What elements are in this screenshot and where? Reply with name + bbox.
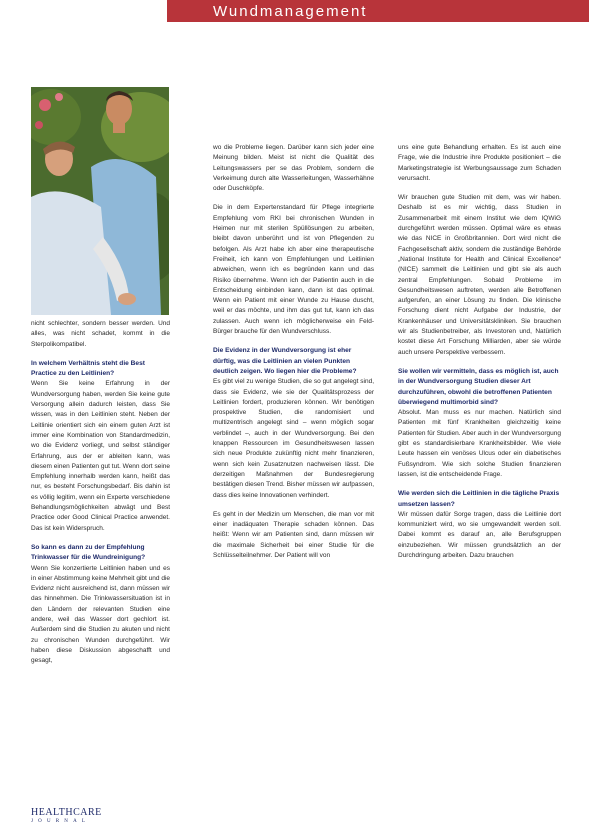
column-left — [31, 319, 170, 676]
question-heading: In welchem Verhältnis steht die Best Practice zu den Leitlinien? — [31, 359, 145, 378]
paragraph: Die in dem Expertenstandard für Pflege integrierte Empfehlung vom RKI bei chronischen Wunden in Heimen nur mit sterilen Spüllösungen zu arbeiten, bleibt davon unberührt und ist von Pflegenden zu befolgen. Als Arzt habe ich aber eine therapeutische Freiheit, ich kann von Empfehlungen und Leitlinien abweichen, wenn ich es begründen kann und das Risiko übernehme. Wenn ich der Patientin auch in die Entscheidung einbinden kann, dann ist das optimal. Wenn ein Patient mit einer Wunde zu Hause duscht, weil er das möchte, und ihm das gut tut, kann ich das zulassen. Auch wenn ich möglicherweise ein Feld-Bürger brauche für den Wundverschluss. — [213, 204, 374, 336]
section-title: Wundmanagement — [213, 2, 368, 20]
paragraph: Absolut. Man muss es nur machen. Natürlich sind Patienten mit fünf Krankheiten gleichzeitig keine Patienten für Studien. Aber auch in der Wundversorgung gibt es standardisierbare Krankheitsbilder. Wie viele Leute hassen ein venöses Ulcus oder ein diabetisches Fußsyndrom. Wie sich solche Studien finanzieren lassen, ist die entscheidende Frage. — [398, 409, 561, 478]
column-right — [398, 143, 561, 570]
header-band — [167, 0, 589, 22]
question-heading: Wie werden sich die Leitlinien in die tägliche Praxis umsetzen lassen? — [398, 490, 560, 508]
paragraph: Wir brauchen gute Studien mit dem, was wir haben. Deshalb ist es mir wichtig, dass Studien in Zusammenarbeit mit einem Institut wie dem IQWiG durchgeführt werden müssen. Optimal wäre es etwas wie das NICE in Großbritannien. Dort wird nicht die Fachgesellschaft aktiv, sondern die zuständige Behörde „National Institute for Health and Clinical Excellence“ (NICE) sammelt die Leitlinien und gibt sie als auch zentral Empfehlungen. Sobald Probleme im Gesundheitswesen auftreten, werden alle Betroffenen aufgerufen, an einer Lösung zu finden. Die klinische Forschung dient nicht Aufgabe der Industrie, der Krankenhäuser und Universitätskliniken. Sie brauchen wir als Studienbetreiber, als Investoren und, Natürlich kostet diese Art Forschung Milliarden, aber sie würde auch unsere Perspektive verbessern. — [398, 194, 561, 356]
paragraph: wo die Probleme liegen. Darüber kann sich jeder eine Meinung bilden. Meist ist nicht die Qualität des Leitungswassers per se das Problem, sondern die Verkeimung durch alte Wasserleitungen, Wasserhähne oder Duschköpfe. — [213, 144, 374, 193]
article-photo — [31, 87, 169, 315]
paragraph: Es geht in der Medizin um Menschen, die man vor mit einer inadäquaten Therapie schaden können. Das heißt: Wenn wir am Patienten sind, dann müssen wir die maximale Sicherheit bei einer Studie für die Schlüsselteilnehmer. Der Patient will von — [213, 510, 374, 559]
column-middle — [213, 143, 374, 570]
paragraph: uns eine gute Behandlung erhalten. Es ist auch eine Frage, wie die Industrie ihre Produkte positioniert – die Marketingstrategie ist Werbungsaussage zum Schaden verursacht. — [398, 144, 561, 182]
journal-logo-sub: JOURNAL — [31, 819, 91, 824]
question-heading: So kann es dann zu der Empfehlung Trinkwasser für die Wundreinigung? — [31, 543, 146, 562]
question-heading: Die Evidenz in der Wundversorgung ist eher dürftig, was die Leitlinien an vielen Punkten deutlich zeigen. Wo liegen hier die Probleme? — [213, 347, 357, 375]
paragraph: nicht schlechter, sondern besser werden. Und alles, was nicht schadet, kommt in die Sterpolikompatibel. — [31, 320, 170, 348]
question-heading: Sie wollen wir vermitteln, dass es möglich ist, auch in der Wundversorgung Studien dieser Art durchzuführen, obwohl die betroffenen Patienten überwiegend multimorbid sind? — [398, 367, 559, 406]
paragraph: Wenn Sie konzertierte Leitlinien haben und es in einer Abstimmung keine Mehrheit gibt und die Evidenz nicht ausreichend ist, dann müssen wir das hinnehmen. Die Trinkwassersituation ist in den Ländern der relevanten Studien eine andere, weil das Wasser dort gechlort ist. Außerdem sind die Studien zu akuten und nicht zu chronischen Wunden durchgeführt. Wir haben diese Diskussion abgeschafft und gesagt, — [31, 564, 170, 665]
paragraph: Wir müssen dafür Sorge tragen, dass die Leitlinie dort kommuniziert wird, wo sie umgewandelt werden soll. Dabei kommt es darauf an, alle Berufsgruppen einzubeziehen. Wir müssen grundsätzlich an der Durchdringung arbeiten. Dazu brauchen — [398, 510, 561, 559]
paragraph: Wenn Sie keine Erfahrung in der Wundversorgung haben, werden Sie keine gute Versorgung allein dadurch leisten, dass Sie wissen, was in den Leitlinien steht. Neben der Leitlinie orientiert sich ein einem guten Arzt ist immer eine Kombination von Standardmedizin, wo die Evidenz vorliegt, und selbst ständiger Erfahrung, aus der er ableiten kann, was diesem einen Patienten gut tut. Wenn dort seine Empfehlung innerhalb werden kann, heißt das nur, es besteht Forschungsbedarf. Bis dahin ist es völlig legitim, wenn ein Experte verschiedene Behandlungsmöglichkeiten abwägt und Best Practice oder Good Clinical Practice anwendet. Das ist kein Widerspruch. — [31, 380, 170, 532]
journal-logo-brand: HEALTHCARE — [31, 807, 102, 818]
paragraph: Es gibt viel zu wenige Studien, die so gut angelegt sind, dass sie Evidenz, wie sie der Qualitätsprozess der Leitlinien fordert, produzieren können. Wir benötigen prospektive Studien, die randomisiert und multizentrisch angelegt sind – wenn möglich sogar verblindet –, auch in der Wundversorgung. Bei den knappen Ressourcen im Gesundheitswesen lassen sich neue Produkte zukünftig nicht mehr finanzieren, wenn sich kein Zusatznutzen nachweisen lässt. Die derzeitigen Maßnahmen der Bundesregierung bestätigen diesen Trend. Bisher müssen wir aufpassen, dass dies keine Innovationen verhindert. — [213, 378, 374, 499]
journal-logo — [31, 808, 151, 825]
